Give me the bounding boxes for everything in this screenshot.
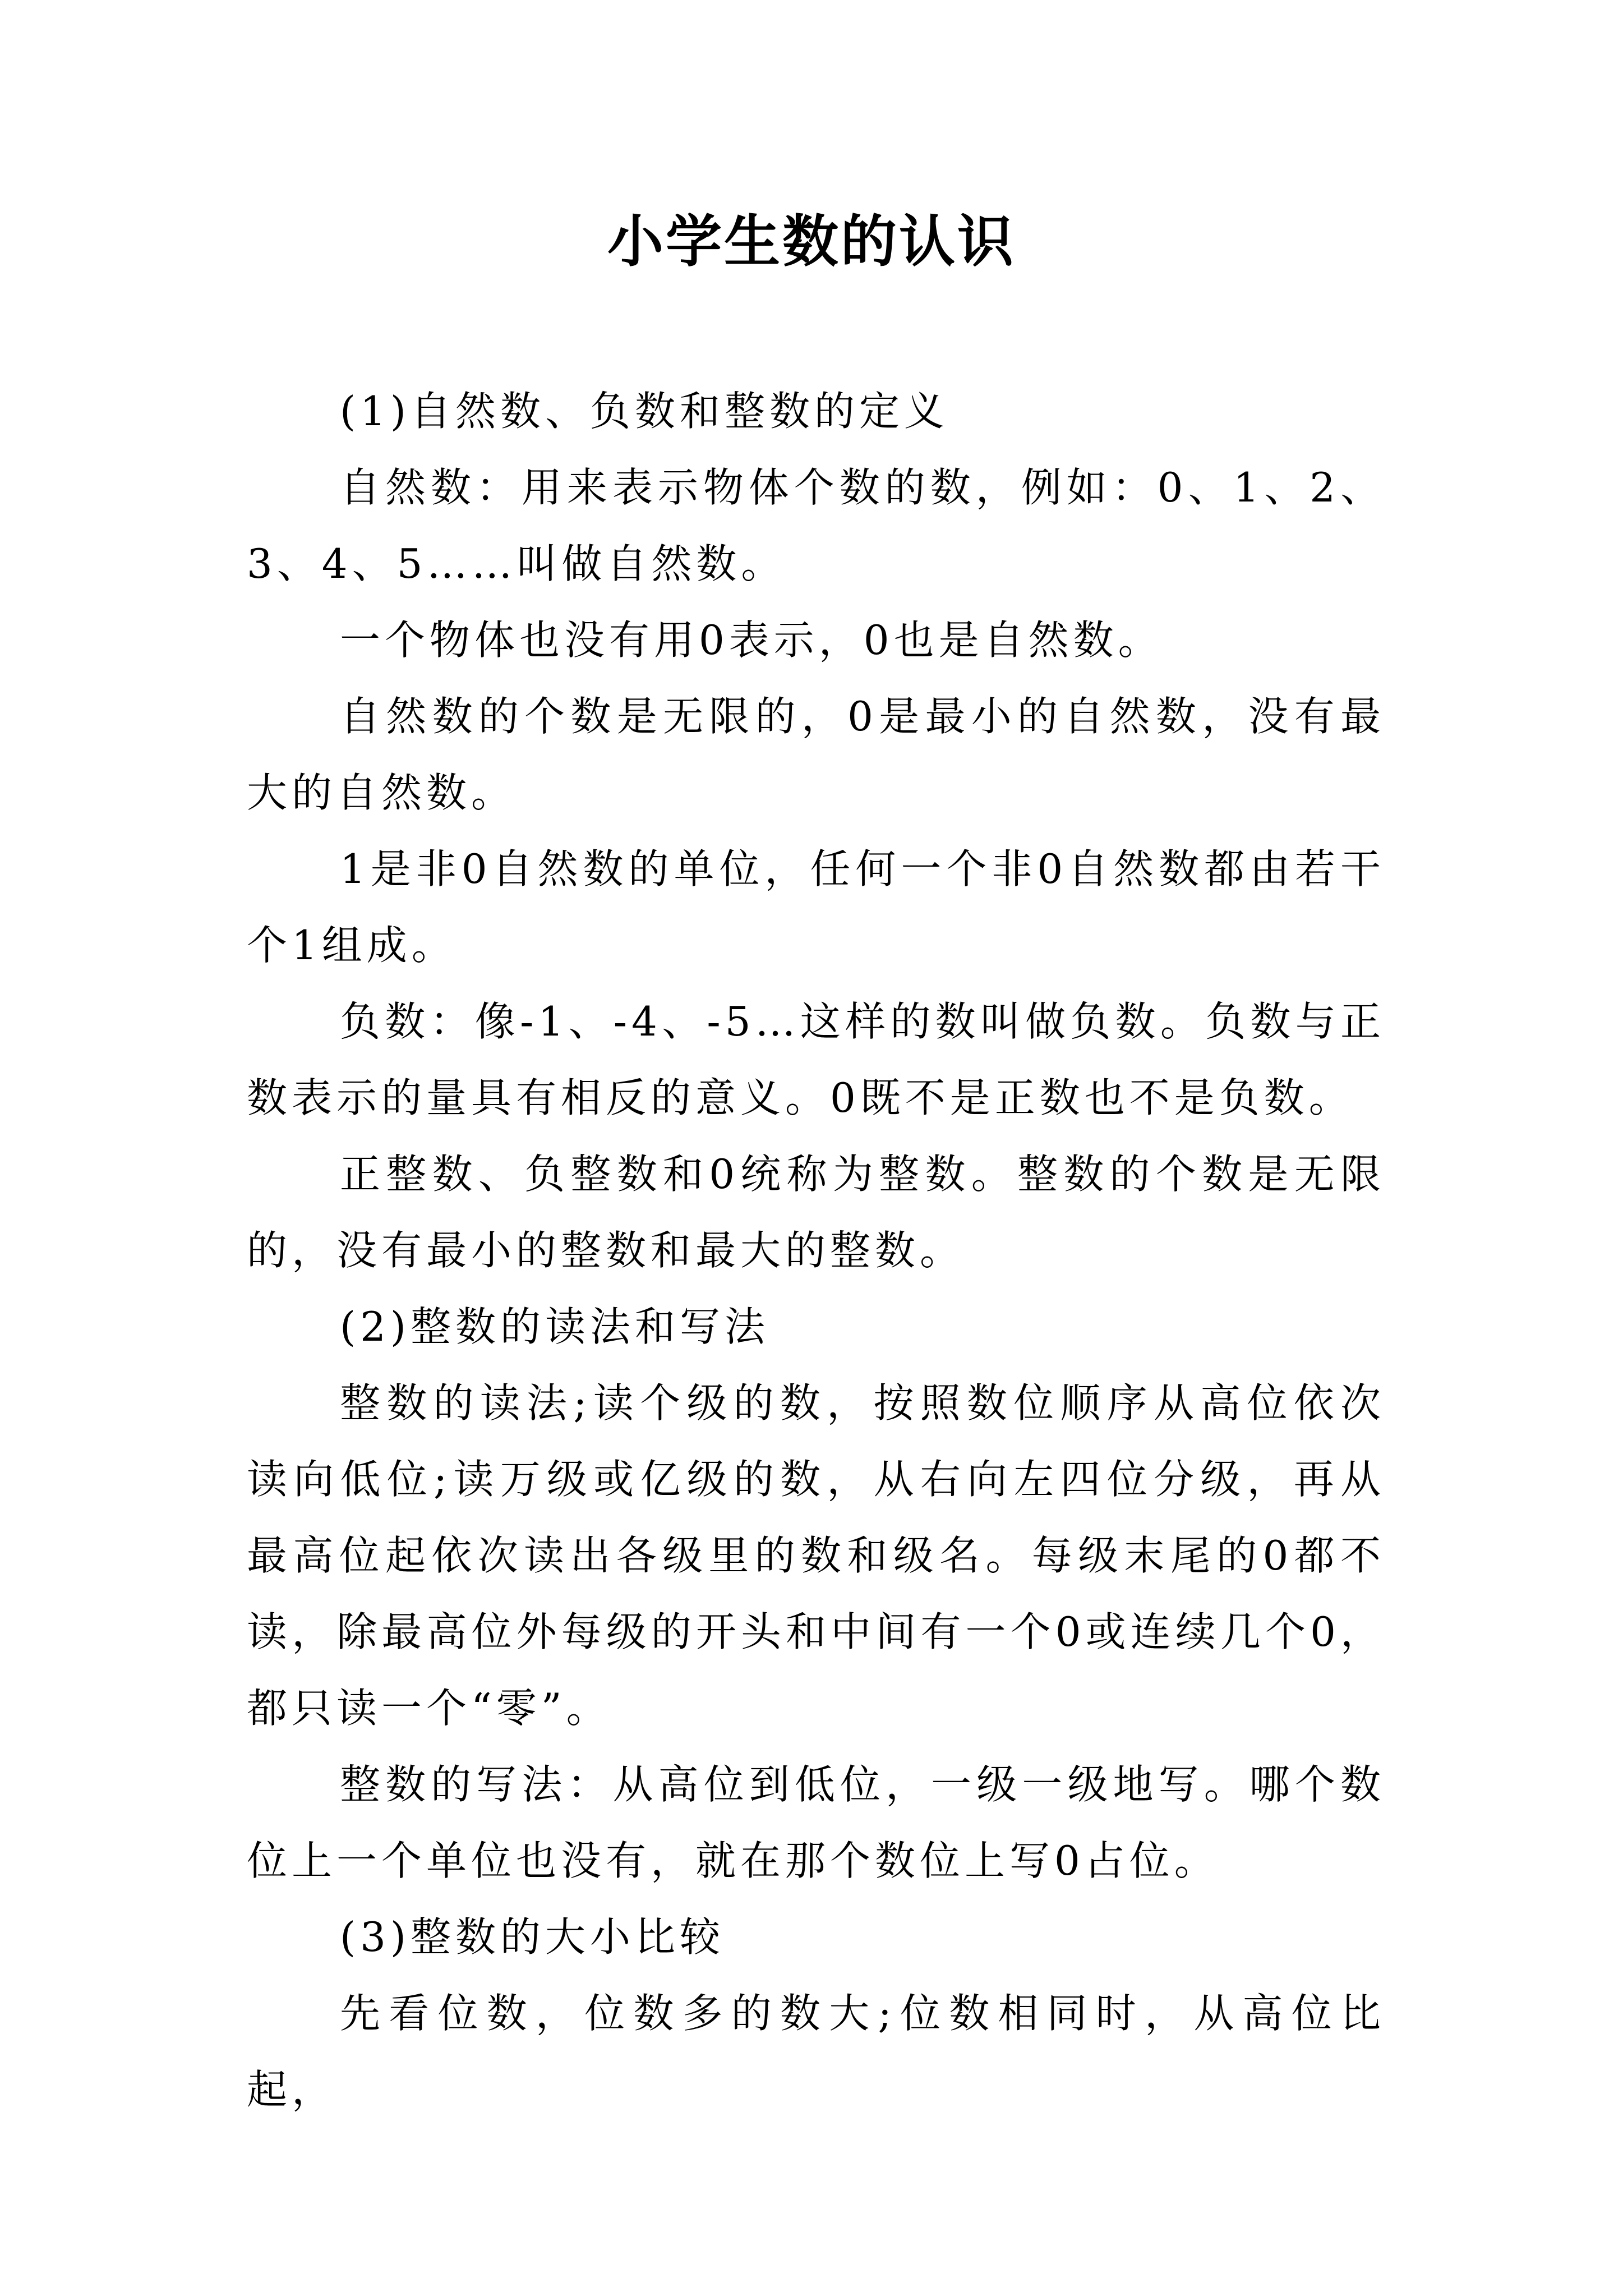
paragraph-negative-numbers: 负数：像-1、-4、-5…这样的数叫做负数。负数与正数表示的量具有相反的意义。0既不是正数也不是负数。 xyxy=(247,998,1385,1121)
paragraph-writing-integers: 整数的写法：从高位到低位，一级一级地写。哪个数位上一个单位也没有，就在那个数位上写0占位。 xyxy=(247,1761,1385,1884)
section-heading-1: (1)自然数、负数和整数的定义 xyxy=(340,388,949,435)
paragraph-natural-number-count: 自然数的个数是无限的，0是最小的自然数，没有最大的自然数。 xyxy=(247,693,1385,816)
section-heading-3: (3)整数的大小比较 xyxy=(340,1913,725,1961)
document-body xyxy=(247,373,1385,2128)
paragraph-reading-integers: 整数的读法;读个级的数，按照数位顺序从高位依次读向低位;读万级或亿级的数，从右向左四位分级，再从最高位起依次读出各级里的数和级名。每级末尾的0都不读，除最高位外每级的开头和中间有一个0或连续几个0，都只读一个“零”。 xyxy=(247,1379,1385,1732)
paragraph-integers: 正整数、负整数和0统称为整数。整数的个数是无限的，没有最小的整数和最大的整数。 xyxy=(247,1151,1385,1274)
paragraph-natural-number-definition: 自然数：用来表示物体个数的数，例如：0、1、2、3、4、5……叫做自然数。 xyxy=(247,464,1385,587)
paragraph-zero-natural-number: 一个物体也没有用0表示，0也是自然数。 xyxy=(340,616,1163,664)
paragraph-comparing-integers: 先看位数，位数多的数大;位数相同时，从高位比起， xyxy=(247,1990,1385,2113)
paragraph-unit-one: 1是非0自然数的单位，任何一个非0自然数都由若干个1组成。 xyxy=(247,845,1385,969)
section-heading-2: (2)整数的读法和写法 xyxy=(340,1303,769,1350)
document-title: 小学生数的认识 xyxy=(607,208,1016,274)
